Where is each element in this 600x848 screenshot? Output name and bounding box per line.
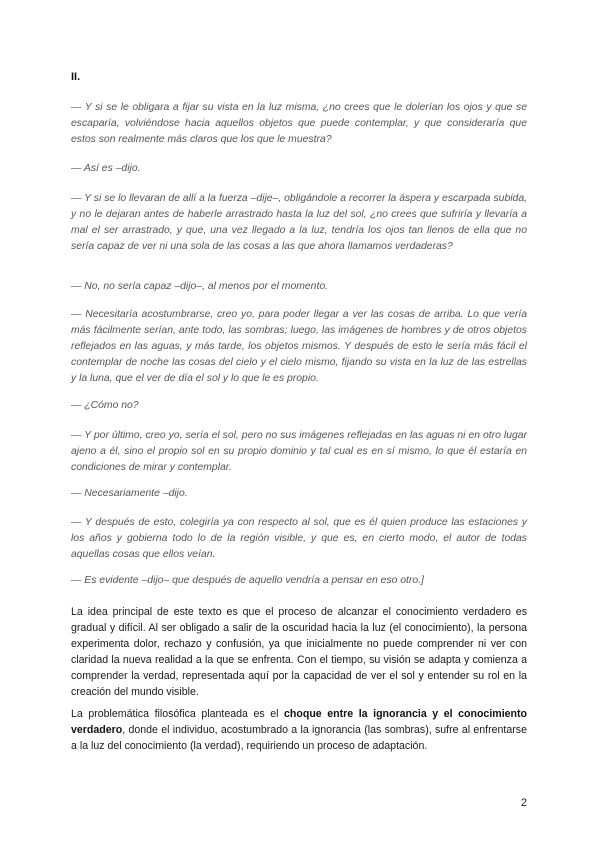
- problem-paragraph: [71, 706, 527, 754]
- dialogue-quote: — Y por último, creo yo, sería el sol, pero no sus imágenes reflejadas en las aguas ni en otro lugar ajeno a él, sino el propio sol en su propio dominio y tal cual es en sí mismo, lo que él estaría en condiciones de mirar y contemplar.: [71, 430, 527, 473]
- dialogue-quote: — Necesitaría acostumbrarse, creo yo, para poder llegar a ver las cosas de arriba. Lo que vería más fácilmente serían, ante todo, las sombras; luego, las imágenes de hombres y de otros objetos reflejados en las aguas, y más tarde, los objetos mismos. Y después de esto le sería más fácil el contemplar de noche las cosas del cielo y el cielo mismo, fijando su vista en la luz de las estrellas y la luna, que el ver de día el sol y lo que le es propio.: [71, 309, 527, 384]
- problem-paragraph-rest: , donde el individuo, acostumbrado a la ignorancia (las sombras), sufre al enfrentarse a la luz del conocimiento (la verdad), requiriendo un proceso de adaptación.: [71, 724, 527, 752]
- page-number: 2: [520, 797, 527, 809]
- problem-paragraph-highlight: choque entre la ignorancia y el conocimiento verdadero: [71, 708, 527, 736]
- section-heading: II.: [71, 71, 81, 83]
- problem-paragraph-intro: La problemática filosófica planteada es el: [71, 708, 285, 720]
- dialogue-quote: — No, no sería capaz –dijo–, al menos por el momento.: [71, 281, 329, 292]
- dialogue-quote: — Y si se le obligara a fijar su vista en la luz misma, ¿no crees que le dolerían los ojos y que se escaparía, volviéndose hacia aquellos objetos que puede contemplar, y que consideraría que estos son realmente más claros que los que le muestra?: [71, 102, 527, 145]
- dialogue-quote: — Y si se lo llevaran de allí a la fuerza –dije–, obligándole a recorrer la áspera y escarpada subida, y no le dejaran antes de haberle arrastrado hasta la luz del sol, ¿no crees que sufriría y llevaría a mal el ser arrastrado, y que, una vez llegado a la luz, tendría los ojos tan llenos de ella que no sería capaz de ver ni una sola de las cosas a las que ahora llamamos verdaderas?: [71, 193, 527, 252]
- dialogue-quote: — Y después de esto, colegiría ya con respecto al sol, que es él quien produce las estaciones y los años y gobierna todo lo de la región visible, y que es, en cierto modo, el autor de todas aquellas cosas que ellos veían.: [71, 517, 527, 560]
- dialogue-quote: — Necesariamente –dijo.: [71, 488, 188, 499]
- dialogue-quote: — Es evidente –dijo– que después de aquello vendría a pensar en eso otro.]: [71, 575, 424, 586]
- dialogue-quote: — Así es –dijo.: [71, 163, 141, 174]
- analysis-paragraph: La idea principal de este texto es que el proceso de alcanzar el conocimiento verdadero es gradual y difícil. Al ser obligado a salir de la oscuridad hacia la luz (el conocimiento), la persona experimenta dolor, rechazo y confusión, ya que inicialmente no puede comprender ni ver con claridad la nueva realidad a la que se enfrenta. Con el tiempo, su visión se adapta y comienza a comprender la verdad, representada aquí por la capacidad de ver el sol y entender su rol en la creación del mundo visible.: [71, 606, 527, 698]
- dialogue-quote: — ¿Cómo no?: [71, 400, 139, 411]
